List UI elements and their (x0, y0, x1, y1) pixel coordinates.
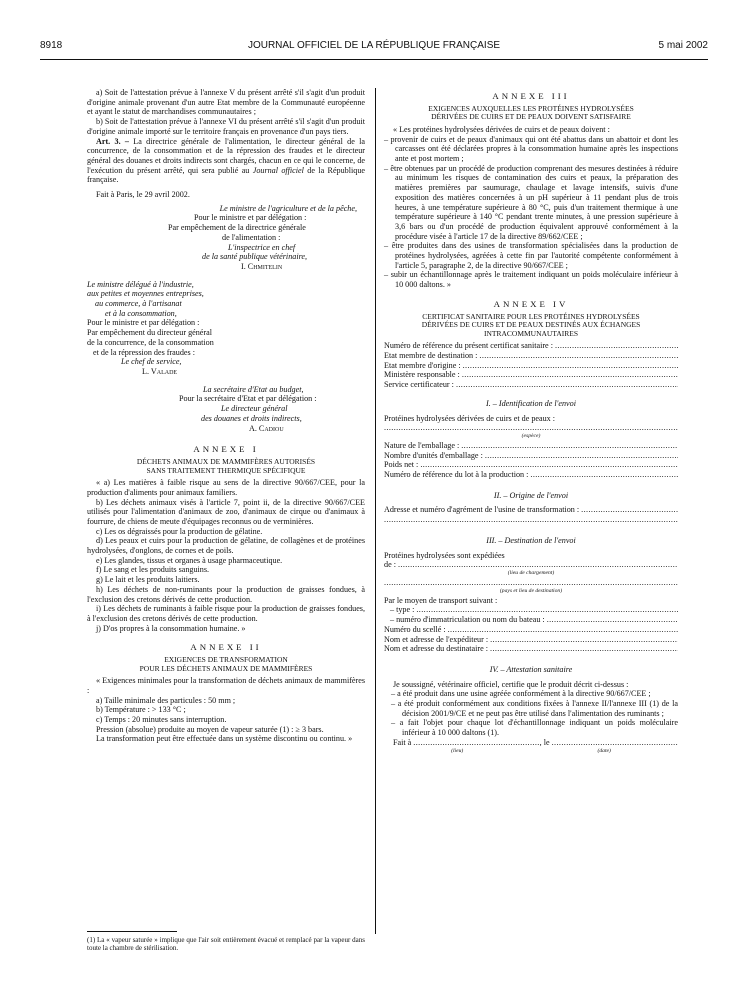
field-label: Numéro du scellé : (384, 624, 446, 634)
page-header (40, 40, 708, 56)
article-3-end: de la République française. (87, 165, 365, 185)
caption-destination: (pays et lieu de destination) (499, 587, 563, 594)
sig2-line9: Le chef de service, (121, 357, 182, 367)
fait-le-line[interactable] (384, 738, 678, 748)
field-label: Ministère responsable : (384, 370, 460, 380)
caption-lieu: (lieu) (451, 747, 464, 754)
fill-line[interactable] (462, 370, 678, 380)
fill-line[interactable] (420, 460, 678, 470)
para-b: b) Soit de l'attestation prévue à l'annexe VI du présent arrêté s'il s'agit d'un produit d'origine animale importé sur le territoire français en provenance d'un pays tiers. (87, 117, 365, 136)
sig1-name: I. Chmitelin (241, 261, 283, 271)
annex-3-subtitle (384, 105, 678, 122)
page-number: 8918 (40, 40, 63, 51)
sig2-line3: au commerce, à l'artisanat (95, 299, 182, 309)
caption-lieu-date (384, 748, 678, 754)
attestation-item: – a fait l'objet pour chaque lot d'échantillonnage indiquant un poids moléculaire inférieur à 10 000 daltons (1). (391, 718, 678, 738)
form-field[interactable] (384, 615, 678, 625)
annex-2-sub2: POUR LES DÉCHETS ANIMAUX DE MAMMIFÈRES (139, 663, 313, 673)
sig1-line4: de l'alimentation : (222, 232, 281, 242)
sig2-line5: Pour le ministre et par délégation : (87, 318, 200, 328)
fill-line[interactable] (552, 738, 678, 748)
annex-1-item: e) Les glandes, tissus et organes à usage pharmaceutique. (96, 555, 283, 565)
field-label: Poids net : (384, 460, 419, 470)
fill-line[interactable] (398, 560, 678, 570)
sig2-line7: de la concurrence, de la consommation (87, 337, 214, 347)
section-1-line: Protéines hydrolysées dérivées de cuirs et de peaux : (384, 413, 556, 423)
fill-line[interactable] (479, 351, 678, 361)
fill-line[interactable] (384, 515, 678, 525)
form-field[interactable] (384, 505, 678, 515)
article-3 (87, 137, 365, 186)
section-2-title: II. – Origine de l'envoi (493, 490, 569, 500)
annex-2-intro: « Exigences minimales pour la transformation de déchets animaux de mammifères : (87, 676, 365, 695)
annex-3-item: – subir un échantillonnage après le traitement indiquant un poids moléculaire inférieur à 10 000 daltons. » (384, 270, 678, 290)
field-label: de : (384, 560, 396, 570)
issue-date: 5 mai 2002 (658, 40, 708, 51)
sig1-line3: Par empêchement de la directrice générale (168, 223, 306, 233)
header-rule (40, 59, 708, 60)
fill-line[interactable] (461, 441, 678, 451)
signature-industrie (87, 280, 365, 377)
article-3-text: La directrice générale de l'alimentation, le directeur général de la concurrence, de la consommation et de la répression des fraudes et le directeur général des douanes et droits indirects sont chargés, chacun en ce qui le concerne, de l'exécution du présent arrêté, qui sera publié au (87, 136, 365, 175)
fill-line[interactable] (416, 605, 678, 615)
section-1-title: I. – Identification de l'envoi (486, 398, 576, 408)
article-3-label: Art. 3. – (96, 136, 129, 146)
fill-line[interactable] (384, 423, 678, 433)
right-column (384, 88, 678, 756)
fill-line[interactable] (490, 644, 678, 654)
form-field[interactable] (384, 451, 678, 461)
annex-2-sub1: EXIGENCES DE TRANSFORMATION (164, 655, 288, 665)
section-4-intro: Je soussigné, vétérinaire officiel, certifie que le produit décrit ci-dessus : (393, 679, 629, 689)
column-divider (375, 88, 376, 934)
article-3-jo: Journal officiel (252, 165, 304, 175)
fill-line[interactable] (485, 451, 678, 461)
annex-2-c: c) Temps : 20 minutes sans interruption. (96, 715, 227, 725)
sig1-line2: Pour le ministre et par délégation : (194, 213, 307, 223)
sig3-line2: Pour la secrétaire d'Etat et par délégation : (179, 394, 317, 404)
annex-1-item: d) Les peaux et cuirs pour la production de gélatine, de collagènes et de protéines hydrolysées, d'onglons, de cornes et de poils. (87, 536, 365, 556)
annex-1-sub1: DÉCHETS ANIMAUX DE MAMMIFÈRES AUTORISÉS (136, 456, 316, 466)
transport-line: Par le moyen de transport suivant : (384, 595, 498, 605)
le-label: , le (539, 737, 550, 747)
form-field[interactable] (384, 441, 678, 451)
fill-line[interactable] (547, 615, 678, 625)
annex-2-title: ANNEXE II (190, 642, 262, 653)
annex-1-item: f) Le sang et les produits sanguins. (96, 565, 210, 575)
annex-2-subtitle (87, 656, 365, 673)
sig1-line5: L'inspectrice en chef (228, 242, 296, 252)
form-field[interactable] (384, 625, 678, 635)
annex-3-sub2: DÉRIVÉES DE CUIRS ET DE PEAUX DOIVENT SATISFAIRE (431, 112, 631, 122)
annex-3-item: – être produites dans des usines de transformation spécialisées dans la production de protéines hydrolysées, agréées à cette fin par l'autorité compétente conformément à l'article 5, paragraphe 2, de la directive 90/667/CEE ; (384, 241, 678, 270)
sig3-line3: Le directeur général (221, 404, 288, 414)
field-label: Numéro de référence du présent certificat sanitaire : (384, 341, 553, 351)
annex-4-subtitle (384, 313, 678, 339)
fait-label: Fait à (393, 737, 412, 747)
sig2-line1: Le ministre délégué à l'industrie, (87, 279, 194, 289)
field-label: Etat membre d'origine : (384, 360, 461, 370)
form-field[interactable] (384, 341, 678, 351)
fait-a-paris: Fait à Paris, le 29 avril 2002. (96, 190, 190, 200)
fill-line[interactable] (456, 380, 678, 390)
annex-3-title: ANNEXE III (492, 91, 570, 101)
section-3-title: III. – Destination de l'envoi (486, 535, 576, 545)
fill-line[interactable] (555, 341, 678, 351)
section-3-line: Protéines hydrolysées sont expédiées (384, 550, 505, 560)
annex-4-title: ANNEXE IV (493, 298, 569, 309)
field-label: Nom et adresse du destinataire : (384, 644, 489, 654)
annex-1-title: ANNEXE I (193, 444, 259, 455)
footnote (87, 936, 365, 952)
form-field[interactable] (384, 560, 678, 570)
sig3-line4: des douanes et droits indirects, (201, 413, 302, 423)
annex-3-item: – provenir de cuirs et de peaux d'animaux qui ont été abattus dans un abattoir et dont les carcasses ont été déclarées propres à la consommation humaine après les inspections ante et post mortem ; (384, 134, 678, 163)
form-field[interactable] (384, 370, 678, 380)
signature-agriculture (87, 204, 365, 272)
fill-line[interactable] (413, 738, 539, 748)
field-label: Nom et adresse de l'expéditeur : (384, 634, 489, 644)
annex-3-sub1: EXIGENCES AUXQUELLES LES PROTÉINES HYDROLYSÉES (428, 103, 634, 113)
sig2-line4: et à la consommation, (105, 308, 177, 318)
caption-espece: (espèce) (521, 432, 541, 439)
sig2-name: L. Valade (142, 366, 178, 376)
annex-4-sub2: DÉRIVÉES DE CUIRS ET DE PEAUX DESTINÉS AUX ÉCHANGES (421, 320, 641, 330)
form-field[interactable] (384, 644, 678, 654)
journal-title: JOURNAL OFFICIEL DE LA RÉPUBLIQUE FRANÇAISE (247, 40, 501, 51)
annex-1-subtitle (87, 458, 365, 475)
sig2-line2: aux petites et moyennes entreprises, (87, 289, 204, 299)
form-field[interactable] (384, 460, 678, 470)
annex-1-sub2: SANS TRAITEMENT THERMIQUE SPÉCIFIQUE (146, 465, 306, 475)
annex-1-item: g) Le lait et les produits laitiers. (96, 575, 200, 585)
annex-1-item: i) Les déchets de ruminants à faible risque pour la production de graisses fondues, à l'exclusion des cretons dérivés de cette production. (87, 604, 365, 623)
annex-1-item: c) Les os dégraissés pour la production de gélatine. (96, 526, 263, 536)
fill-line[interactable] (384, 578, 678, 588)
sig2-line8: et de la répression des fraudes : (93, 347, 195, 357)
footnote-text: (1) La « vapeur saturée » implique que l'air soit entièrement évacué et remplacé par la vapeur dans toute la chambre de stérilisation. (87, 936, 365, 953)
annex-1-item: j) D'os propres à la consommation humaine. » (96, 623, 246, 633)
annex-3-item: – être obtenues par un procédé de production comprenant des mesures destinées à réduire au minimum les risques de contamination des cuirs et peaux, la préparation des matières premières par saumurage, chaulage et lavage intensifs, suivis d'une exposition des matières concernées à un pH supérieur à 11 pendant plus de trois heures, à une température supérieure à 80 °C, puis d'un traitement thermique à une température supérieure à 140 °C pendant trente minutes, à une pression supérieure à 3,6 bars ou d'un procédé de production équivalent approuvé conformément à la procédure visée à l'article 17 de la directive 89/662/CEE ; (384, 163, 678, 241)
annex-2-b: b) Température : > 133 °C ; (96, 705, 186, 715)
annex-2-a: a) Taille minimale des particules : 50 mm ; (96, 695, 236, 705)
annex-3-intro: « Les protéines hydrolysées dérivées de cuirs et de peaux doivent : (393, 124, 610, 134)
annex-1-item: « a) Les matières à faible risque au sens de la directive 90/667/CEE, pour la production d'aliments pour animaux familiers. (87, 478, 365, 497)
field-label: – type : (390, 605, 415, 615)
section-4-title: IV. – Attestation sanitaire (489, 664, 573, 674)
form-field[interactable] (384, 361, 678, 371)
sig1-line6: de la santé publique vétérinaire, (202, 252, 308, 262)
form-field[interactable] (384, 351, 678, 361)
annex-1-item: h) Les déchets de non-ruminants pour la production de graisses fondues, à l'exclusion des cretons dérivés de cette production. (87, 584, 365, 604)
form-field[interactable] (384, 635, 678, 645)
attestation-item: – a été produit dans une usine agréée conformément à la directive 90/667/CEE ; (391, 689, 651, 699)
annex-2-transformation: La transformation peut être effectuée dans un système discontinu ou continu. » (96, 734, 353, 744)
fill-line[interactable] (448, 625, 678, 635)
form-field[interactable] (384, 380, 678, 390)
fill-line[interactable] (463, 361, 678, 371)
fill-line[interactable] (530, 470, 678, 480)
field-label: Service certificateur : (384, 380, 454, 390)
left-column (87, 88, 365, 744)
field-label: Adresse et numéro d'agrément de l'usine de transformation : (384, 505, 580, 515)
para-a: a) Soit de l'attestation prévue à l'annexe V du présent arrêté s'il s'agit d'un produit d'origine animale provenant d'un autre Etat membre de la Communauté européenne et ayant le statut de marchandises communautaires ; (87, 88, 365, 117)
sig2-line6: Par empêchement du directeur général (87, 328, 212, 338)
field-label: – numéro d'immatriculation ou nom du bateau : (390, 615, 545, 625)
field-label: Nombre d'unités d'emballage : (384, 450, 483, 460)
form-field[interactable] (384, 605, 678, 615)
field-label: Etat membre de destination : (384, 351, 478, 361)
annex-1-item: b) Les déchets animaux visés à l'article 7, point ii, de la directive 90/667/CEE utilisés pour l'alimentation d'animaux de zoo, d'animaux de cirque ou d'animaux à fourrure, de chiens de meute d'équipages reconnus ou de verminières. (87, 497, 365, 526)
annex-4-sub3: INTRACOMMUNAUTAIRES (484, 328, 578, 338)
field-label: Numéro de référence du lot à la production : (384, 470, 529, 480)
field-label: Nature de l'emballage : (384, 440, 460, 450)
footnote-rule (87, 931, 177, 932)
caption-date: (date) (597, 747, 611, 754)
sig3-name: A. Cadiou (249, 423, 284, 433)
attestation-item: – a été produit conformément aux conditions fixées à l'annexe II/l'annexe III (1) de la décision 2001/9/CE et ne peut pas être utilisé dans l'alimentation des ruminants ; (391, 699, 678, 718)
sig3-line1: La secrétaire d'Etat au budget, (203, 384, 304, 394)
fill-line[interactable] (490, 635, 678, 645)
caption-chargement: (lieu de chargement) (507, 569, 555, 576)
annex-4-sub1: CERTIFICAT SANITAIRE POUR LES PROTÉINES HYDROLYSÉES (422, 311, 640, 321)
annex-2-pression: Pression (absolue) produite au moyen de vapeur saturée (1) : ≥ 3 bars. (96, 724, 324, 734)
sig1-minister: Le ministre de l'agriculture et de la pêche, (219, 203, 357, 213)
signature-budget (87, 385, 365, 434)
fill-line[interactable] (581, 505, 678, 515)
form-field[interactable] (384, 470, 678, 480)
